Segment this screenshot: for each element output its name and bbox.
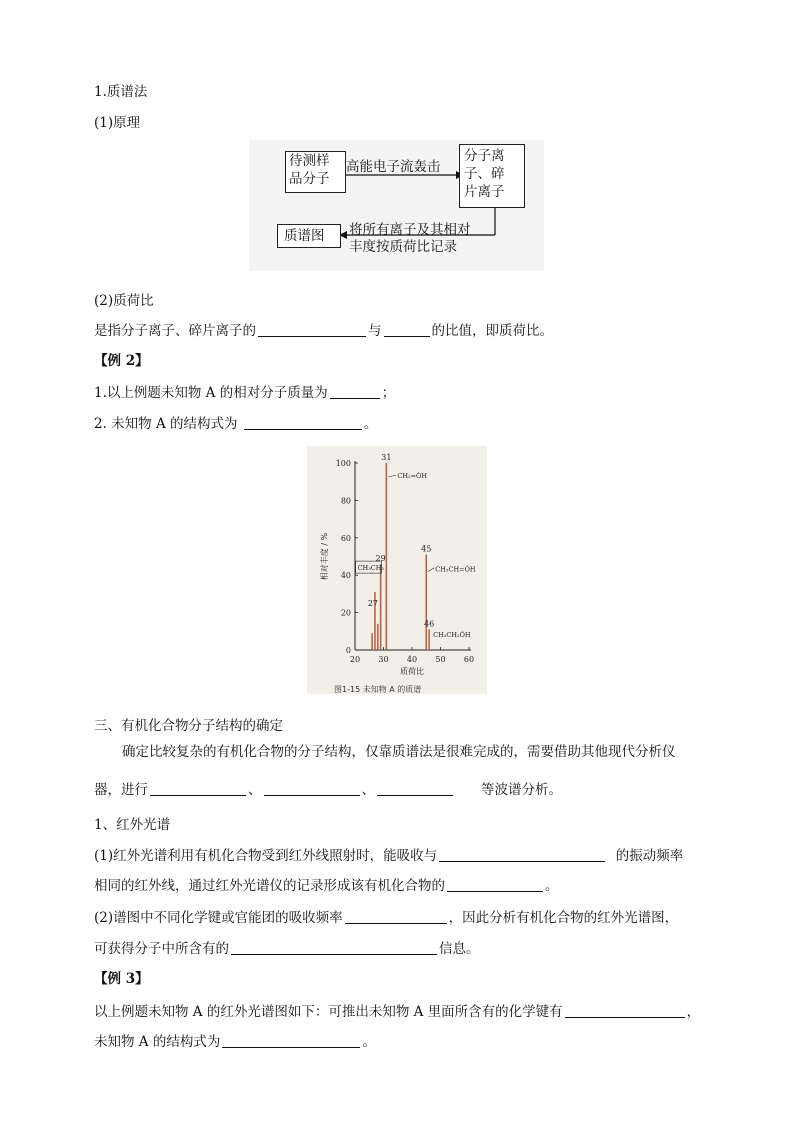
ir-p2-line1: (2)谱图中不同化学键或官能团的吸收频率 ，因此分析有机化合物的红外光谱图， [94,910,679,926]
blank-ir-2[interactable] [447,878,543,892]
example-3-tag: 【例 3】 [94,971,149,987]
x-tick-label: 30 [378,655,389,664]
y-tick-label: 40 [340,571,351,581]
fragment-label: CH₃CH₂ [357,564,385,573]
fragment-pointer [428,568,434,572]
mass-spec-principle-diagram [249,140,544,271]
chart-caption: 图1-15 未知物 A 的质谱 [334,685,422,694]
example-3-line1: 以上例题未知物 A 的红外光谱图如下：可推出未知物 A 里面所含有的化学键有 ， [94,1004,701,1020]
section-title: 1.质谱法 [94,84,148,100]
blank-ir-1[interactable] [439,848,605,862]
x-axis-label: 质荷比 [400,667,424,676]
fragment-label: CH₃CH₂ȮH [433,630,471,639]
blank-charge[interactable] [384,323,430,337]
record-label-line1: 将所有离子及其相对 [349,222,471,238]
blank-method-3[interactable] [377,782,453,796]
y-tick-label: 60 [340,533,351,543]
blank-ir-4[interactable] [231,941,437,955]
blank-ir-3[interactable] [345,910,447,924]
peak-label: 46 [424,619,435,629]
mass-spectrum-box: 质谱图 [277,224,341,248]
ir-title: 1、红外光谱 [94,817,171,833]
blank-mass[interactable] [258,323,366,337]
peak-label: 27 [367,599,379,609]
peak-label: 45 [421,544,432,554]
record-label-line2: 丰度按质荷比记录 [349,239,457,255]
peak-label: 29 [375,553,386,563]
blank-method-1[interactable] [150,782,246,796]
blank-structure-2[interactable] [222,1034,360,1048]
fragment-pointer [388,475,396,477]
mass-spectrum-chart [307,446,487,694]
mass-spectrum-plot [307,446,487,694]
example-2-q2: 2. 未知物 A 的结构式为 。 [94,416,378,432]
section-3-title: 三、有机化合物分子结构的确定 [94,718,283,734]
definition-line: 是指分子离子、碎片离子的 与 的比值，即质荷比。 [94,323,553,339]
peak-label: 31 [381,453,392,462]
blank-bonds[interactable] [565,1004,685,1018]
x-tick-label: 40 [406,655,418,664]
ion-fragments-box: 分子离 子、碎 片离子 [459,144,525,208]
subsection-principle: (1)原理 [94,115,141,131]
x-tick-label: 20 [349,655,361,664]
x-tick-label: 60 [463,655,475,664]
sample-molecule-box: 待测样 品分子 [285,151,346,193]
ir-p2-line2: 可获得分子中所含有的 信息。 [94,941,480,957]
y-tick-label: 0 [345,646,351,655]
example-3-line2: 未知物 A 的结构式为 。 [94,1034,376,1050]
y-axis-label: 相对丰度 / % [320,532,329,581]
x-tick-label: 50 [435,655,446,664]
section-3-para2: 器，进行 、 、 等波谱分析。 [94,782,562,798]
electron-bombard-label: 高能电子流轰击 [346,159,441,175]
y-tick-label: 100 [335,459,351,468]
example-2-q1: 1.以上例题未知物 A 的相对分子质量为 ； [94,385,396,401]
ir-p1-line1: (1)红外光谱利用有机化合物受到红外线照射时，能吸收与 的振动频率 [94,848,684,864]
blank-method-2[interactable] [264,782,360,796]
y-tick-label: 80 [340,496,351,506]
subsection-mass-charge: (2)质荷比 [94,293,154,309]
blank-molar-mass[interactable] [330,385,380,399]
blank-structure[interactable] [244,416,362,430]
fragment-label: CH₃CH=ȮH [435,565,476,574]
ir-p1-line2: 相同的红外线，通过红外光谱仪的记录形成该有机化合物的 。 [94,878,559,894]
fragment-label: CH₂=ȮH [397,472,428,480]
section-3-para1: 确定比较复杂的有机化合物的分子结构，仅靠质谱法是很难完成的，需要借助其他现代分析仪 [122,744,676,760]
example-2-tag: 【例 2】 [94,353,149,369]
y-tick-label: 20 [340,608,351,618]
